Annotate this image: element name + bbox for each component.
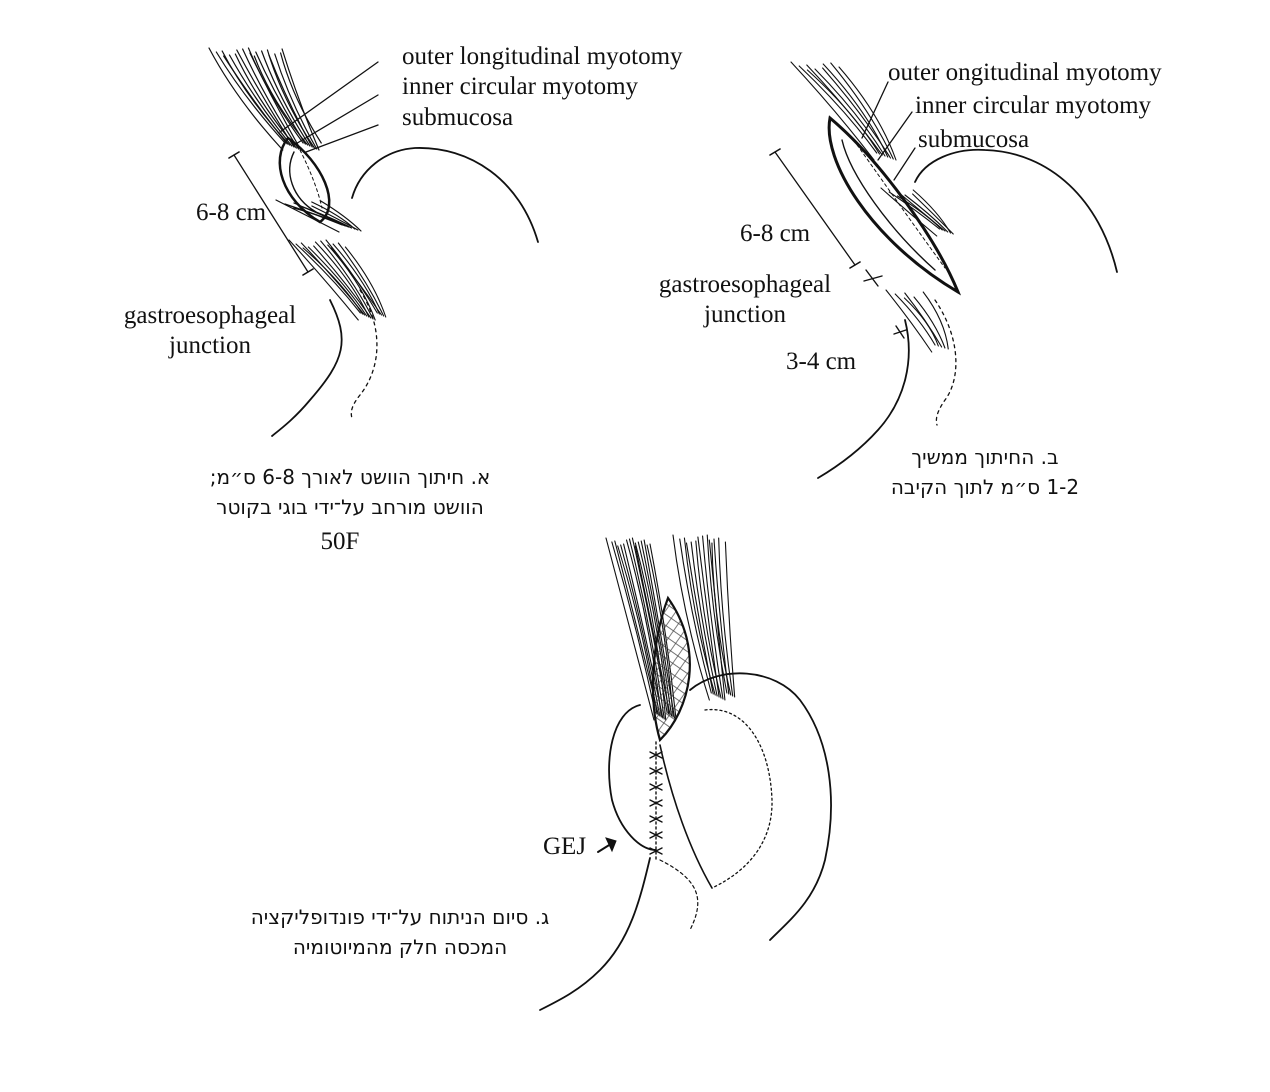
fiber-stroke bbox=[243, 49, 299, 149]
fiber-stroke bbox=[913, 194, 954, 234]
panel-c-stomach-inner bbox=[705, 710, 772, 888]
caption-c-line2: המכסה חלק מהמיוטומיה bbox=[292, 935, 508, 959]
caption-c-line1: ג. סיום הניתוח על־ידי פונדופליקציה bbox=[250, 905, 550, 929]
fiber-stroke bbox=[904, 298, 938, 346]
panel-c-fundoplication-wrap bbox=[609, 705, 656, 850]
suture-stitch bbox=[650, 800, 662, 806]
label-outer-longitudinal-myotomy-b: outer ongitudinal myotomy bbox=[888, 59, 1162, 86]
label-submucosa-b: submucosa bbox=[918, 126, 1030, 153]
label-inner-circular-myotomy-a: inner circular myotomy bbox=[402, 73, 639, 100]
label-length-b: 6-8 cm bbox=[740, 220, 811, 247]
panel-c-wrap-fold bbox=[660, 745, 712, 888]
fiber-stroke bbox=[905, 195, 948, 232]
panel-b-stomach-dotted bbox=[935, 300, 956, 425]
fiber-stroke bbox=[606, 538, 654, 720]
fiber-stroke bbox=[889, 192, 939, 229]
fiber-stroke bbox=[881, 188, 937, 236]
fiber-stroke bbox=[895, 294, 935, 345]
panel-b-stomach-outline bbox=[915, 150, 1117, 272]
label-inner-circular-myotomy-b: inner circular myotomy bbox=[915, 92, 1152, 119]
label-extension-b: 3-4 cm bbox=[786, 348, 857, 375]
caption-a-line1: א. חיתוך הוושט לאורך 6-8 ס״מ; bbox=[209, 465, 491, 489]
label-gej-line1-b: gastroesophageal bbox=[658, 271, 832, 298]
caption-a-line2: הוושט מורחב על־ידי בוגי בקוטר bbox=[216, 495, 484, 519]
caption-a-line3: 50F bbox=[320, 528, 360, 555]
caption-b-line1: ב. החיתוך ממשיך bbox=[911, 445, 1059, 469]
label-length-a: 6-8 cm bbox=[196, 199, 267, 226]
label-gej-line1-a: gastroesophageal bbox=[123, 302, 297, 329]
panel-a-stomach-outline bbox=[352, 148, 538, 242]
panel-a-incision bbox=[280, 138, 329, 222]
fiber-stroke bbox=[913, 190, 950, 233]
label-outer-longitudinal-myotomy-a: outer longitudinal myotomy bbox=[402, 43, 683, 70]
panel-c-stomach-body bbox=[690, 673, 831, 940]
fiber-stroke bbox=[691, 542, 717, 696]
label-gej-c: GEJ bbox=[543, 833, 587, 860]
label-gej-line2-a: junction bbox=[169, 332, 251, 359]
label-gej-line2-b: junction bbox=[704, 301, 786, 328]
caption-b-line2: 1-2 ס״מ לתוך הקיבה bbox=[890, 475, 1080, 499]
fiber-stroke bbox=[914, 297, 945, 348]
label-submucosa-a: submucosa bbox=[402, 104, 514, 131]
